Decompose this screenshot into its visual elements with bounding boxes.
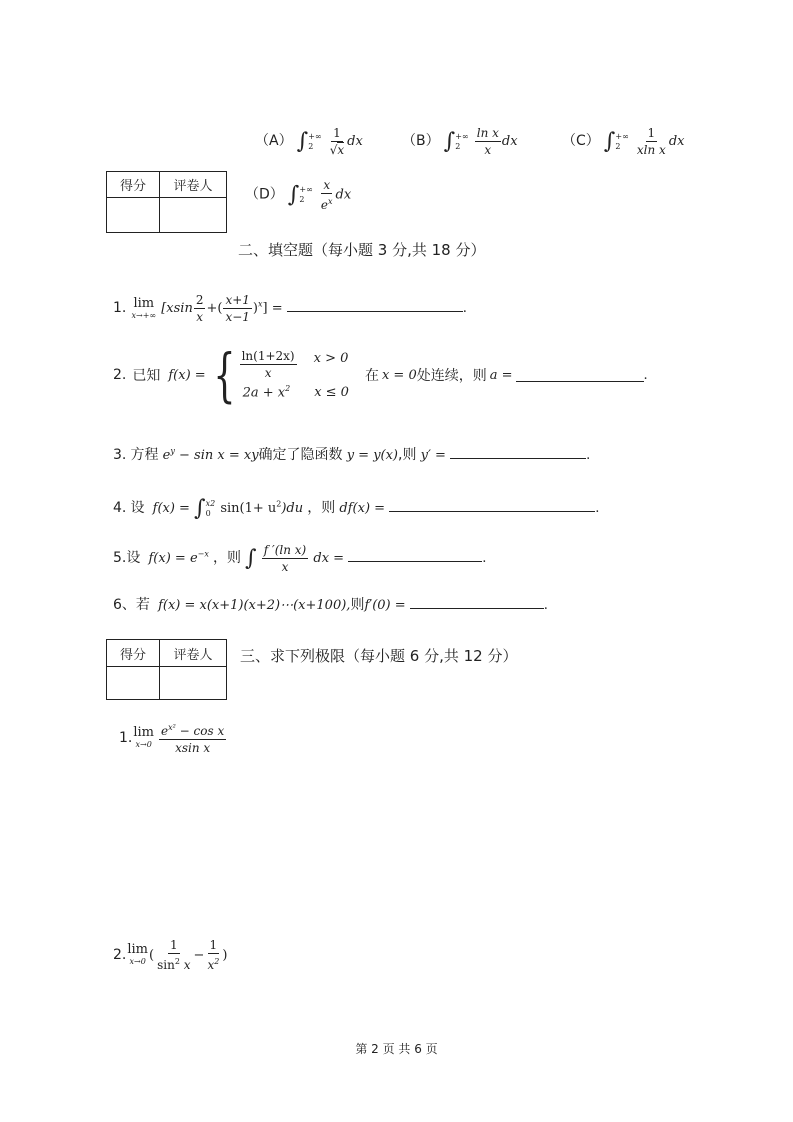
problem-2: 2. lim x→0 ( $\frac{1}{\sin^2 x}$ − $\frac{1}{x^2}$ ) [113,938,228,972]
integral-sign: ∫ [245,546,257,571]
grader-header: 评卷人 [160,172,227,198]
problem-1: 1. lim x→0 $\frac{e^{x^2} - \cos x}{\text{xsin x}}$ [119,723,225,755]
section-2-title: 二、填空题（每小题 3 分,共 18 分） [238,241,486,259]
integral-sign: ∫ [194,496,206,521]
choice-b-fraction: $\frac{\text{ln x}}{x}$ [476,126,499,157]
choice-a-label: （A） [255,133,293,149]
score-table-2 [106,639,227,700]
choice-c-fraction: $\frac{1}{\text{xln x}}$ [636,126,666,157]
choice-a: （A） ∫ +∞ 2 $\frac{1}{√x}$ dx [255,126,363,157]
question-2: 2. 已知 f(x) = { $\frac{\ln(1+2x)}{x}$ x > 0 $2a + x^2$ x ≤ 0 在 x = 0 处连续，则 a = . [113,341,648,409]
page-footer: 第 2 页 共 6 页 [355,1042,438,1056]
choice-d-label: （D） [245,186,284,203]
integral-sign: ∫ [443,129,456,154]
answer-blank-4[interactable] [389,499,595,512]
score-header: 得分 [107,640,160,667]
score-cell[interactable] [107,667,160,700]
question-1: 1. lim x→+∞ [xsin $\frac{2}{x}$ +( $\frac{x+1}{x-1}$ )$^x$] = . [113,293,467,324]
question-4: 4. 设 f(x) = ∫ x2 0 $\sin(1+ u^2)du$ ，则 df(x) = . [113,496,600,521]
limit: lim x→0 [133,725,155,749]
question-6: 6、若 f(x) = x(x+1)(x+2)⋯(x+100),则f′(0) = . [113,597,548,613]
choice-d-fraction: $\frac{x}{e^x}$ [320,178,333,212]
answer-blank-1[interactable] [287,299,463,312]
answer-blank-5[interactable] [348,549,482,562]
answer-blank-2[interactable] [516,369,644,382]
problem-1-fraction: $\frac{e^{x^2} - \cos x}{\text{xsin x}}$ [161,723,225,755]
section-3-title: 三、求下列极限（每小题 6 分,共 12 分） [240,647,518,665]
question-3: 3. 方程 $e^y - \sin x$ = xy确定了隐函数 y = y(x),则 y′ = . [113,446,591,463]
grader-cell[interactable] [160,198,227,233]
choice-d: （D） ∫ +∞ 2 $\frac{x}{e^x}$ dx [245,178,352,212]
limit: lim x→0 [127,942,149,966]
score-header: 得分 [107,172,160,198]
integral-sign: ∫ [296,129,309,154]
choice-b: （B） ∫ +∞ 2 $\frac{\text{ln x}}{x}$ dx [402,126,518,157]
integral-limits: +∞ 2 [308,131,322,151]
choice-c: （C） ∫ +∞ 2 $\frac{1}{\text{xln x}}$ dx [562,126,685,157]
grader-cell[interactable] [160,667,227,700]
grader-header: 评卷人 [160,640,227,667]
limit: lim x→+∞ [131,295,157,320]
piecewise-brace: { [213,341,236,409]
integral-sign: ∫ [603,129,616,154]
integral-sign: ∫ [287,182,300,208]
choice-c-label: （C） [562,133,600,149]
piecewise-cases: $\frac{\ln(1+2x)}{x}$ x > 0 $2a + x^2$ x ≤ 0 [241,349,349,401]
choice-b-label: （B） [402,133,440,149]
answer-blank-6[interactable] [410,596,544,609]
answer-blank-3[interactable] [450,446,586,459]
question-5: 5.设 $f(x) = e^{-x}$ ，则 ∫ $\frac{\text{f ′(ln x)}}{x}$ dx = . [113,543,487,574]
score-cell[interactable] [107,198,160,233]
score-table-1 [106,171,227,233]
choice-a-fraction: $\frac{1}{√x}$ [329,126,345,157]
